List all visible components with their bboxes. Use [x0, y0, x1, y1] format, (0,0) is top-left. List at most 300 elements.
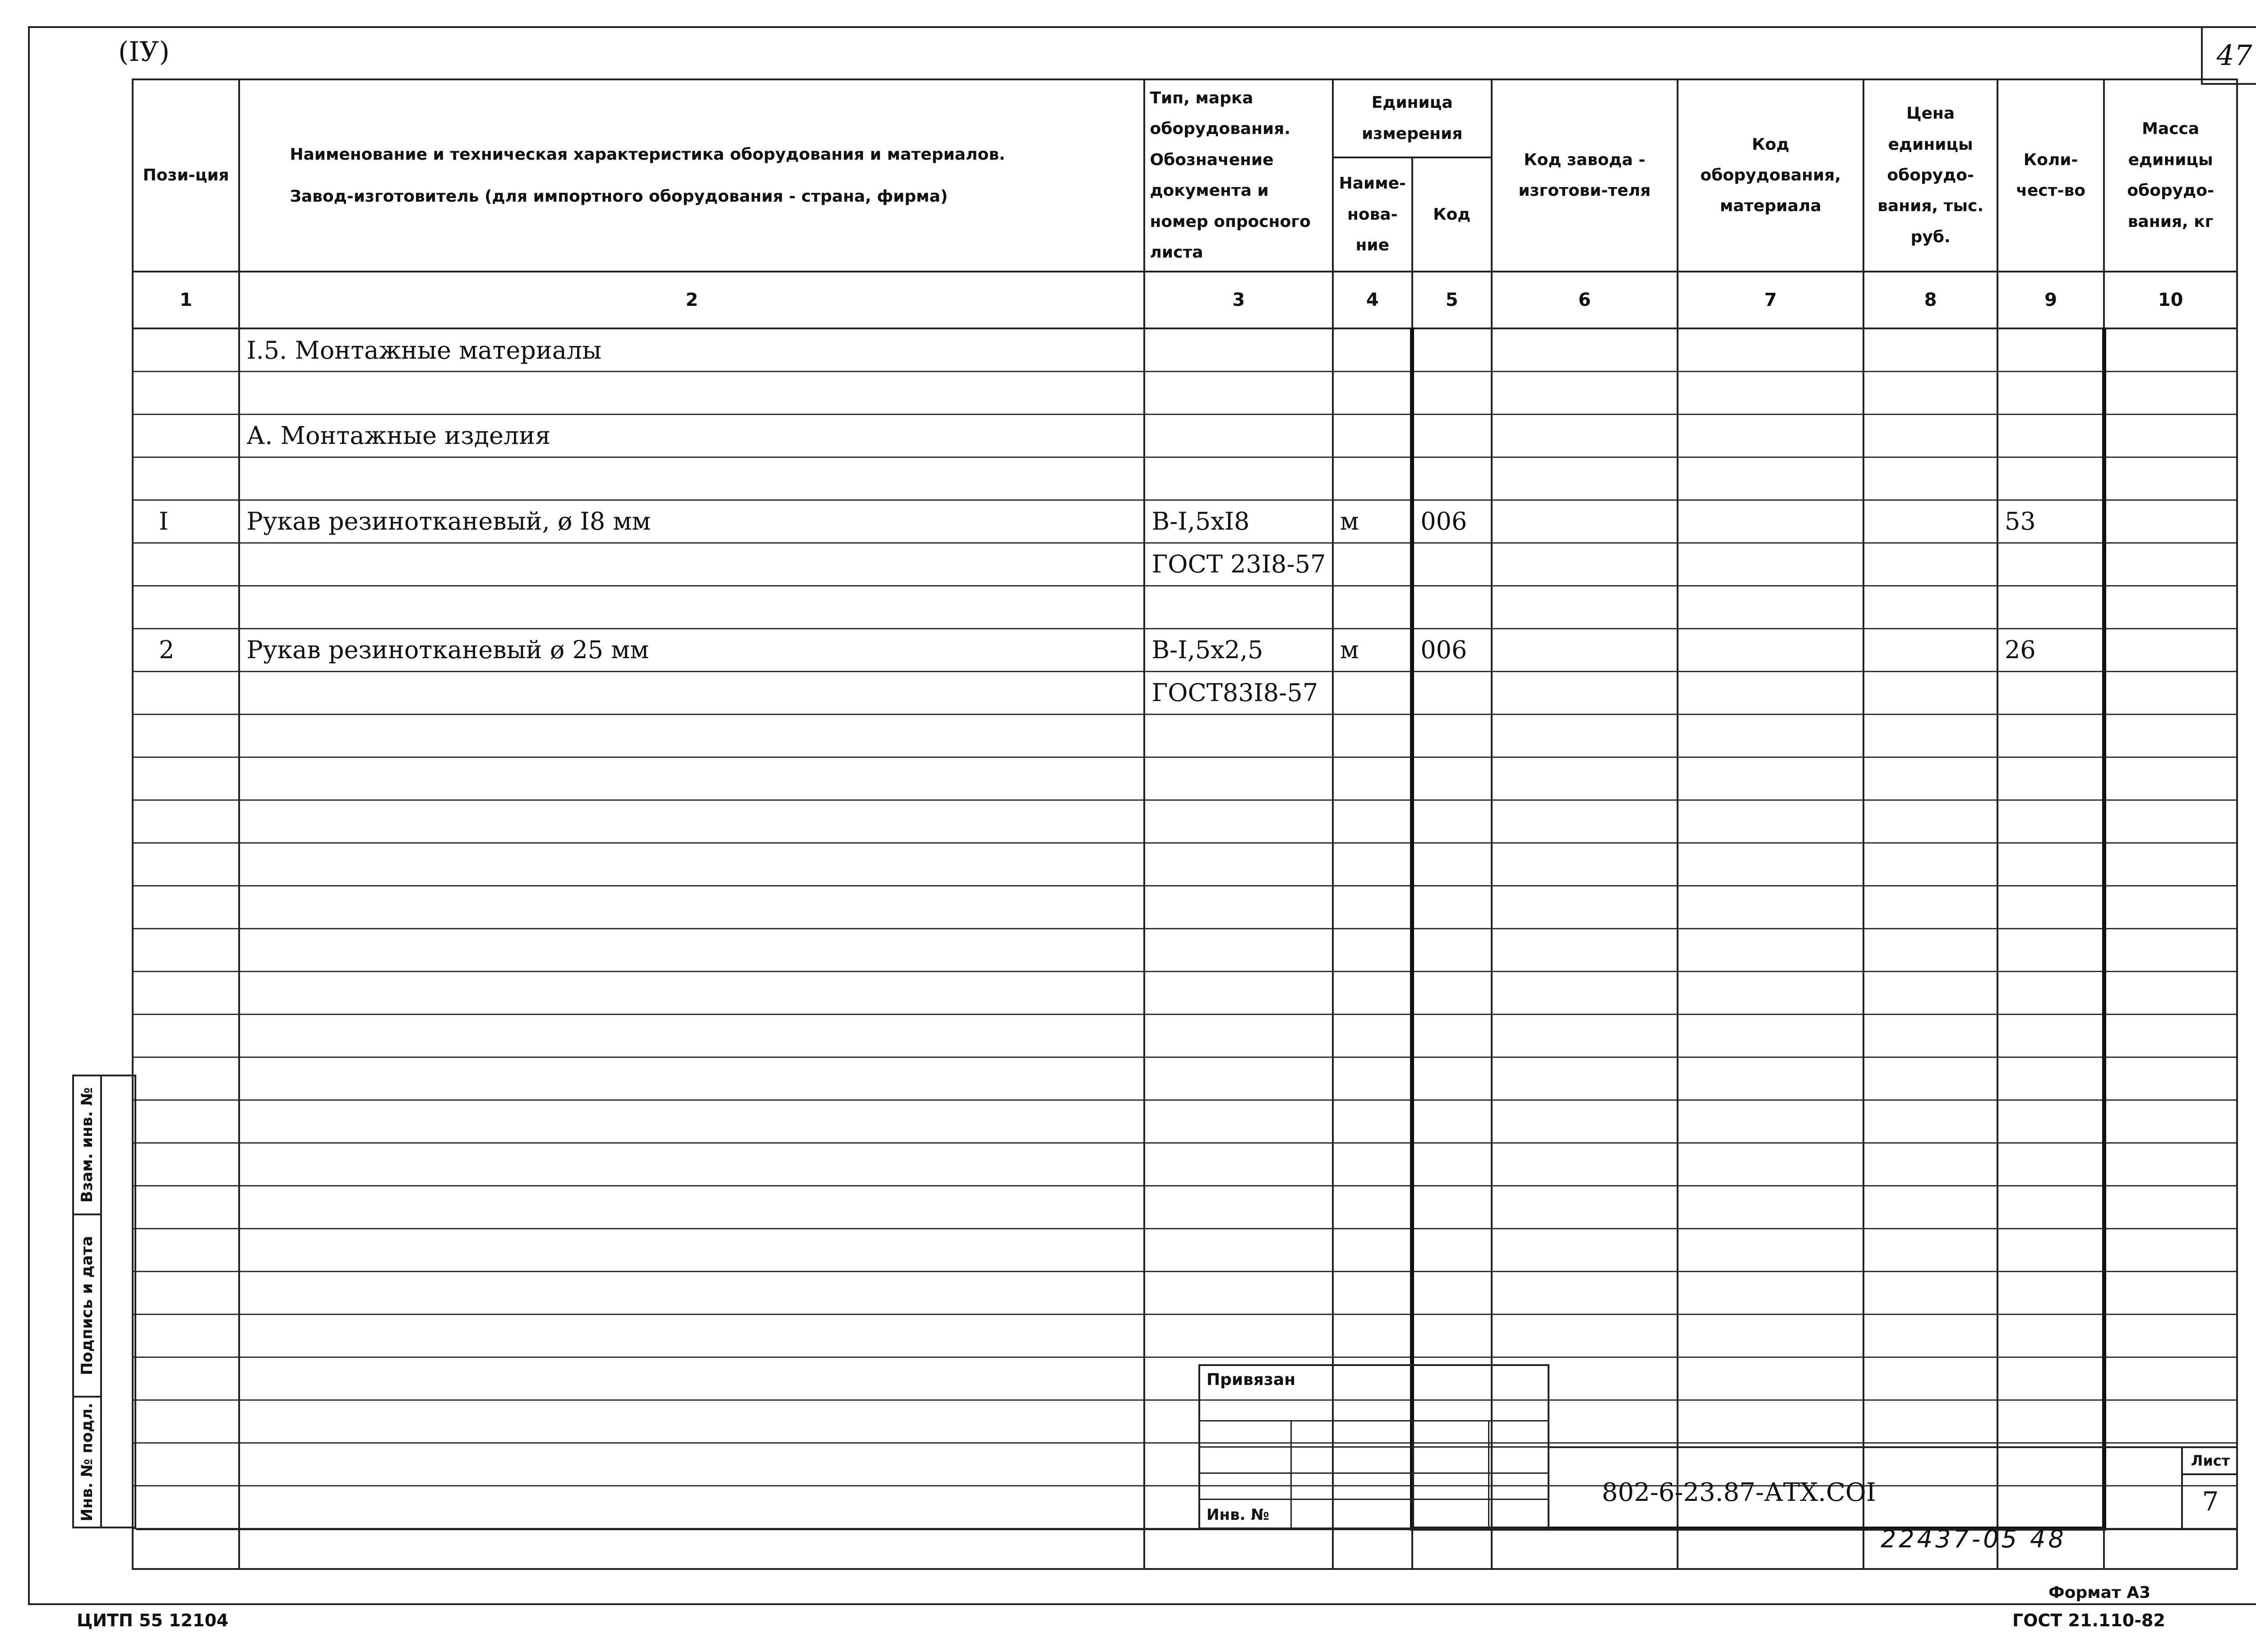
- inv-number-label: Инв. №: [1207, 1506, 1270, 1524]
- column-number-row: [133, 272, 2237, 328]
- cell-blank: [133, 1528, 239, 1569]
- privyazan-divider: [1488, 1420, 1489, 1527]
- cell-type: [1144, 457, 1332, 500]
- table-row: [133, 1186, 2237, 1228]
- table-row: [133, 328, 2237, 371]
- format-label: Формат А3: [2048, 1583, 2151, 1602]
- cell-unit: [1333, 1271, 1412, 1314]
- cell-f8: [1863, 1057, 1997, 1100]
- cell-pos: [133, 1271, 239, 1314]
- cell-f6: [1492, 543, 1678, 586]
- cell-f8: [1863, 971, 1997, 1014]
- cell-qty: [1997, 328, 2104, 371]
- cell-f10: [2104, 714, 2237, 757]
- privyazan-divider: [1412, 1420, 1414, 1527]
- cell-pos: [133, 1357, 239, 1400]
- cell-f6: [1492, 800, 1678, 843]
- table-row: [133, 1057, 2237, 1100]
- cell-qty: [1997, 1143, 2104, 1186]
- cell-code: [1412, 1143, 1492, 1186]
- cell-unit: [1333, 543, 1412, 586]
- table-body: [133, 328, 2237, 1569]
- cell-qty: [1997, 414, 2104, 457]
- column-number: 5: [1412, 272, 1492, 328]
- cell-f10: [2104, 414, 2237, 457]
- cell-unit: [1333, 371, 1412, 414]
- cell-name: [239, 1443, 1144, 1486]
- table-row: [133, 800, 2237, 843]
- cell-f10: [2104, 1186, 2237, 1228]
- privyazan-block: [1198, 1364, 1549, 1529]
- cell-qty: [1997, 714, 2104, 757]
- cell-pos: [133, 328, 239, 371]
- cell-unit: [1333, 1228, 1412, 1271]
- table-row: [133, 714, 2237, 757]
- cell-unit: [1333, 800, 1412, 843]
- cell-f6: [1492, 971, 1678, 1014]
- cell-qty: [1997, 1057, 2104, 1100]
- cell-f7: [1678, 886, 1863, 928]
- cell-code: [1412, 328, 1492, 371]
- table-row: [133, 586, 2237, 628]
- cell-f8: [1863, 328, 1997, 371]
- cell-f6: [1492, 886, 1678, 928]
- cell-f7: [1678, 843, 1863, 886]
- cell-unit: м: [1333, 500, 1412, 543]
- cell-type: [1144, 971, 1332, 1014]
- header-quantity: Коли-чест-во: [1997, 79, 2104, 272]
- cell-code: [1412, 457, 1492, 500]
- cell-name: [239, 714, 1144, 757]
- cell-type: [1144, 371, 1332, 414]
- cell-code: [1412, 714, 1492, 757]
- cell-f7: [1678, 1057, 1863, 1100]
- handwritten-number: 22437-05 48: [1881, 1525, 2066, 1553]
- cell-blank: [1412, 1528, 1492, 1569]
- table-row: [133, 500, 2237, 543]
- cell-f10: [2104, 371, 2237, 414]
- cell-f7: [1678, 1014, 1863, 1057]
- cell-unit: [1333, 414, 1412, 457]
- privyazan-label: Привязан: [1207, 1371, 1296, 1389]
- cell-qty: [1997, 928, 2104, 971]
- cell-name: [239, 1314, 1144, 1357]
- signature-date-label: Подпись и дата: [78, 1236, 96, 1375]
- cell-name: [239, 1014, 1144, 1057]
- cell-qty: 53: [1997, 500, 2104, 543]
- cell-f6: [1492, 328, 1678, 371]
- cell-code: [1412, 800, 1492, 843]
- cell-type: [1144, 586, 1332, 628]
- cell-code: [1412, 371, 1492, 414]
- sheet-corner-number: 47: [2201, 26, 2256, 85]
- cell-f10: [2104, 457, 2237, 500]
- cell-name: [239, 1228, 1144, 1271]
- cell-name: [239, 843, 1144, 886]
- cell-pos: [133, 1143, 239, 1186]
- cell-f8: [1863, 371, 1997, 414]
- cell-f10: [2104, 757, 2237, 800]
- cell-f6: [1492, 843, 1678, 886]
- cell-name: [239, 1400, 1144, 1443]
- inv-podl-cell: [74, 1398, 100, 1527]
- cell-blank: [1492, 1528, 1678, 1569]
- cell-name: [239, 1357, 1144, 1400]
- cell-name: А. Монтажные изделия: [239, 414, 1144, 457]
- cell-f7: [1678, 1271, 1863, 1314]
- cell-qty: [1997, 886, 2104, 928]
- cell-code: [1412, 414, 1492, 457]
- header-unit-code: Код: [1412, 157, 1492, 272]
- table-row: [133, 1400, 2237, 1443]
- signature-date-cell: [74, 1215, 100, 1398]
- cell-code: [1412, 886, 1492, 928]
- privyazan-rule: [1200, 1446, 1548, 1448]
- cell-f6: [1492, 628, 1678, 671]
- cell-f8: [1863, 1228, 1997, 1271]
- cell-unit: [1333, 886, 1412, 928]
- cell-f7: [1678, 1357, 1863, 1400]
- cell-f10: [2104, 543, 2237, 586]
- header-factory-code: Код завода - изготови-теля: [1492, 79, 1678, 272]
- cell-unit: [1333, 1314, 1412, 1357]
- cell-unit: [1333, 714, 1412, 757]
- cell-qty: [1997, 457, 2104, 500]
- cell-unit: [1333, 757, 1412, 800]
- cell-f8: [1863, 628, 1997, 671]
- column-number: 4: [1333, 272, 1412, 328]
- cell-qty: [1997, 1014, 2104, 1057]
- header-unit-name: Наиме-нова-ние: [1333, 157, 1412, 272]
- cell-unit: [1333, 1014, 1412, 1057]
- cell-name: [239, 671, 1144, 714]
- table-row: [133, 1143, 2237, 1186]
- column-number: 10: [2104, 272, 2237, 328]
- cell-type: [1144, 757, 1332, 800]
- cell-pos: [133, 586, 239, 628]
- cell-qty: [1997, 1228, 2104, 1271]
- cell-f7: [1678, 328, 1863, 371]
- cell-qty: [1997, 757, 2104, 800]
- cell-f8: [1863, 1314, 1997, 1357]
- cell-f10: [2104, 1014, 2237, 1057]
- cell-f6: [1492, 1186, 1678, 1228]
- cell-f10: [2104, 586, 2237, 628]
- sheet-number-box: [2181, 1448, 2238, 1529]
- table-row: [133, 1314, 2237, 1357]
- cell-pos: [133, 1057, 239, 1100]
- privyazan-divider: [1290, 1420, 1292, 1527]
- cell-name: [239, 457, 1144, 500]
- cell-name: [239, 586, 1144, 628]
- cell-f6: [1492, 371, 1678, 414]
- table-row: [133, 843, 2237, 886]
- cell-code: [1412, 928, 1492, 971]
- cell-pos: [133, 928, 239, 971]
- table-row: [133, 971, 2237, 1014]
- cell-pos: [133, 843, 239, 886]
- cell-qty: 26: [1997, 628, 2104, 671]
- cell-name: [239, 1271, 1144, 1314]
- cell-f10: [2104, 1100, 2237, 1143]
- cell-code: [1412, 843, 1492, 886]
- cell-f8: [1863, 457, 1997, 500]
- cell-f10: [2104, 1314, 2237, 1357]
- cell-f6: [1492, 1314, 1678, 1357]
- table-row: [133, 1271, 2237, 1314]
- cell-code: 006: [1412, 628, 1492, 671]
- cell-f6: [1492, 500, 1678, 543]
- sheet-mark: (IУ): [118, 36, 170, 68]
- cell-pos: [133, 1486, 239, 1528]
- cell-f7: [1678, 1400, 1863, 1443]
- cell-unit: [1333, 928, 1412, 971]
- table-header: [133, 79, 2237, 328]
- cell-code: [1412, 543, 1492, 586]
- cell-qty: [1997, 1314, 2104, 1357]
- cell-qty: [1997, 1186, 2104, 1228]
- cell-qty: [1997, 1271, 2104, 1314]
- cell-f10: [2104, 1143, 2237, 1186]
- cell-qty: [1997, 671, 2104, 714]
- title-block: [1548, 1446, 2238, 1529]
- column-number: 6: [1492, 272, 1678, 328]
- cell-f7: [1678, 1228, 1863, 1271]
- cell-f8: [1863, 1014, 1997, 1057]
- cell-type: В-I,5х2,5: [1144, 628, 1332, 671]
- cell-f7: [1678, 1143, 1863, 1186]
- cell-type: [1144, 1271, 1332, 1314]
- cell-f6: [1492, 1057, 1678, 1100]
- cell-qty: [1997, 800, 2104, 843]
- cell-f10: [2104, 500, 2237, 543]
- cell-unit: м: [1333, 628, 1412, 671]
- table-row: [133, 371, 2237, 414]
- table-row: [133, 457, 2237, 500]
- cell-f7: [1678, 414, 1863, 457]
- cell-type: [1144, 1143, 1332, 1186]
- cell-pos: [133, 671, 239, 714]
- cell-f7: [1678, 586, 1863, 628]
- cell-pos: [133, 1014, 239, 1057]
- table-row: [133, 1014, 2237, 1057]
- cell-code: [1412, 971, 1492, 1014]
- cell-unit: [1333, 328, 1412, 371]
- cell-f7: [1678, 500, 1863, 543]
- citp-label: ЦИТП 55 12104: [77, 1610, 229, 1630]
- cell-pos: [133, 1314, 239, 1357]
- cell-name: [239, 1486, 1144, 1528]
- table-row: [133, 628, 2237, 671]
- cell-f6: [1492, 714, 1678, 757]
- cell-name: Рукав резинотканевый, ø I8 мм: [239, 500, 1144, 543]
- table-row: [133, 757, 2237, 800]
- cell-f7: [1678, 1186, 1863, 1228]
- cell-f8: [1863, 800, 1997, 843]
- cell-f8: [1863, 1357, 1997, 1400]
- table-row: [133, 671, 2237, 714]
- cell-type: [1144, 328, 1332, 371]
- cell-name: [239, 757, 1144, 800]
- column-number: 8: [1863, 272, 1997, 328]
- cell-unit: [1333, 1100, 1412, 1143]
- cell-type: [1144, 800, 1332, 843]
- cell-f8: [1863, 1100, 1997, 1143]
- cell-pos: [133, 414, 239, 457]
- header-unit-group: Единица измерения: [1333, 79, 1492, 157]
- header-mass: Масса единицы оборудо-вания, кг: [2104, 79, 2237, 272]
- cell-qty: [1997, 843, 2104, 886]
- cell-f7: [1678, 543, 1863, 586]
- cell-qty: [1997, 1357, 2104, 1400]
- cell-unit: [1333, 1186, 1412, 1228]
- cell-qty: [1997, 971, 2104, 1014]
- cell-f7: [1678, 457, 1863, 500]
- cell-f6: [1492, 671, 1678, 714]
- cell-f8: [1863, 500, 1997, 543]
- cell-pos: 2: [133, 628, 239, 671]
- cell-unit: [1333, 586, 1412, 628]
- specification-table: [132, 78, 2238, 1570]
- cell-unit: [1333, 971, 1412, 1014]
- cell-code: [1412, 1057, 1492, 1100]
- sheet-number: 7: [2202, 1486, 2219, 1517]
- cell-f8: [1863, 671, 1997, 714]
- cell-f6: [1492, 414, 1678, 457]
- column-number: 3: [1144, 272, 1332, 328]
- cell-f10: [2104, 971, 2237, 1014]
- cell-pos: [133, 1228, 239, 1271]
- cell-unit: [1333, 457, 1412, 500]
- cell-type: [1144, 414, 1332, 457]
- header-type: Тип, марка оборудования. Обозначение документа и номер опросного листа: [1144, 79, 1332, 272]
- cell-code: [1412, 1100, 1492, 1143]
- cell-blank: [1678, 1528, 1863, 1569]
- cell-f7: [1678, 628, 1863, 671]
- cell-name: [239, 971, 1144, 1014]
- cell-f6: [1492, 586, 1678, 628]
- cell-name: [239, 886, 1144, 928]
- cell-f7: [1678, 971, 1863, 1014]
- cell-f7: [1678, 671, 1863, 714]
- cell-name: [239, 928, 1144, 971]
- cell-code: [1412, 586, 1492, 628]
- cell-type: [1144, 1057, 1332, 1100]
- table-row: [133, 1100, 2237, 1143]
- cell-pos: [133, 1186, 239, 1228]
- cell-blank: [1333, 1528, 1412, 1569]
- cell-pos: [133, 457, 239, 500]
- cell-f7: [1678, 800, 1863, 843]
- cell-pos: [133, 1400, 239, 1443]
- cell-f7: [1678, 928, 1863, 971]
- cell-f8: [1863, 1400, 1997, 1443]
- cell-type: [1144, 1314, 1332, 1357]
- cell-pos: [133, 971, 239, 1014]
- cell-pos: [133, 1100, 239, 1143]
- cell-f6: [1492, 928, 1678, 971]
- cell-name: [239, 800, 1144, 843]
- cell-f6: [1492, 1271, 1678, 1314]
- cell-f6: [1492, 757, 1678, 800]
- cell-name: [239, 371, 1144, 414]
- cell-name: [239, 1100, 1144, 1143]
- cell-type: [1144, 886, 1332, 928]
- cell-code: 006: [1412, 500, 1492, 543]
- cell-f6: [1492, 457, 1678, 500]
- cell-unit: [1333, 843, 1412, 886]
- cell-pos: [133, 886, 239, 928]
- cell-f8: [1863, 1271, 1997, 1314]
- cell-qty: [1997, 543, 2104, 586]
- column-number: 7: [1678, 272, 1863, 328]
- document-designation: 802-6-23.87-АТХ.СОI: [1602, 1478, 1876, 1507]
- table-row: [133, 414, 2237, 457]
- cell-pos: I: [133, 500, 239, 543]
- cell-blank: [2104, 1528, 2237, 1569]
- cell-f8: [1863, 586, 1997, 628]
- header-price: Цена единицы оборудо-вания, тыс. руб.: [1863, 79, 1997, 272]
- cell-name: [239, 1143, 1144, 1186]
- cell-blank: [239, 1528, 1144, 1569]
- cell-type: [1144, 928, 1332, 971]
- cell-f6: [1492, 1014, 1678, 1057]
- vzam-inv-label: Взам. инв. №: [78, 1087, 96, 1203]
- privyazan-rule: [1200, 1472, 1548, 1474]
- cell-unit: [1333, 671, 1412, 714]
- cell-f8: [1863, 414, 1997, 457]
- privyazan-rule: [1200, 1499, 1548, 1500]
- cell-f7: [1678, 1100, 1863, 1143]
- cell-f10: [2104, 843, 2237, 886]
- cell-code: [1412, 1228, 1492, 1271]
- cell-f7: [1678, 757, 1863, 800]
- cell-code: [1412, 1271, 1492, 1314]
- header-name-line2: Завод-изготовитель (для импортного оборудования - страна, фирма): [290, 187, 948, 206]
- cell-pos: [133, 714, 239, 757]
- cell-type: В-I,5хI8: [1144, 500, 1332, 543]
- table-row: [133, 1357, 2237, 1400]
- table-row: [133, 886, 2237, 928]
- cell-f8: [1863, 757, 1997, 800]
- cell-f10: [2104, 671, 2237, 714]
- cell-name: I.5. Монтажные материалы: [239, 328, 1144, 371]
- cell-code: [1412, 1314, 1492, 1357]
- cell-code: [1412, 1186, 1492, 1228]
- cell-qty: [1997, 1400, 2104, 1443]
- cell-unit: [1333, 1057, 1412, 1100]
- cell-f8: [1863, 928, 1997, 971]
- header-position: Пози-ция: [133, 79, 239, 272]
- cell-qty: [1997, 371, 2104, 414]
- cell-pos: [133, 800, 239, 843]
- strip-divider: [100, 1076, 102, 1527]
- approval-strip: [72, 1075, 136, 1528]
- gost-label: ГОСТ 21.110-82: [2012, 1610, 2165, 1630]
- table-row: [133, 543, 2237, 586]
- cell-name: [239, 1186, 1144, 1228]
- cell-f6: [1492, 1100, 1678, 1143]
- cell-type: [1144, 1186, 1332, 1228]
- cell-type: [1144, 1228, 1332, 1271]
- cell-pos: [133, 1443, 239, 1486]
- cell-unit: [1333, 1143, 1412, 1186]
- cell-pos: [133, 757, 239, 800]
- cell-code: [1412, 757, 1492, 800]
- cell-f8: [1863, 1143, 1997, 1186]
- cell-f10: [2104, 928, 2237, 971]
- cell-f10: [2104, 1228, 2237, 1271]
